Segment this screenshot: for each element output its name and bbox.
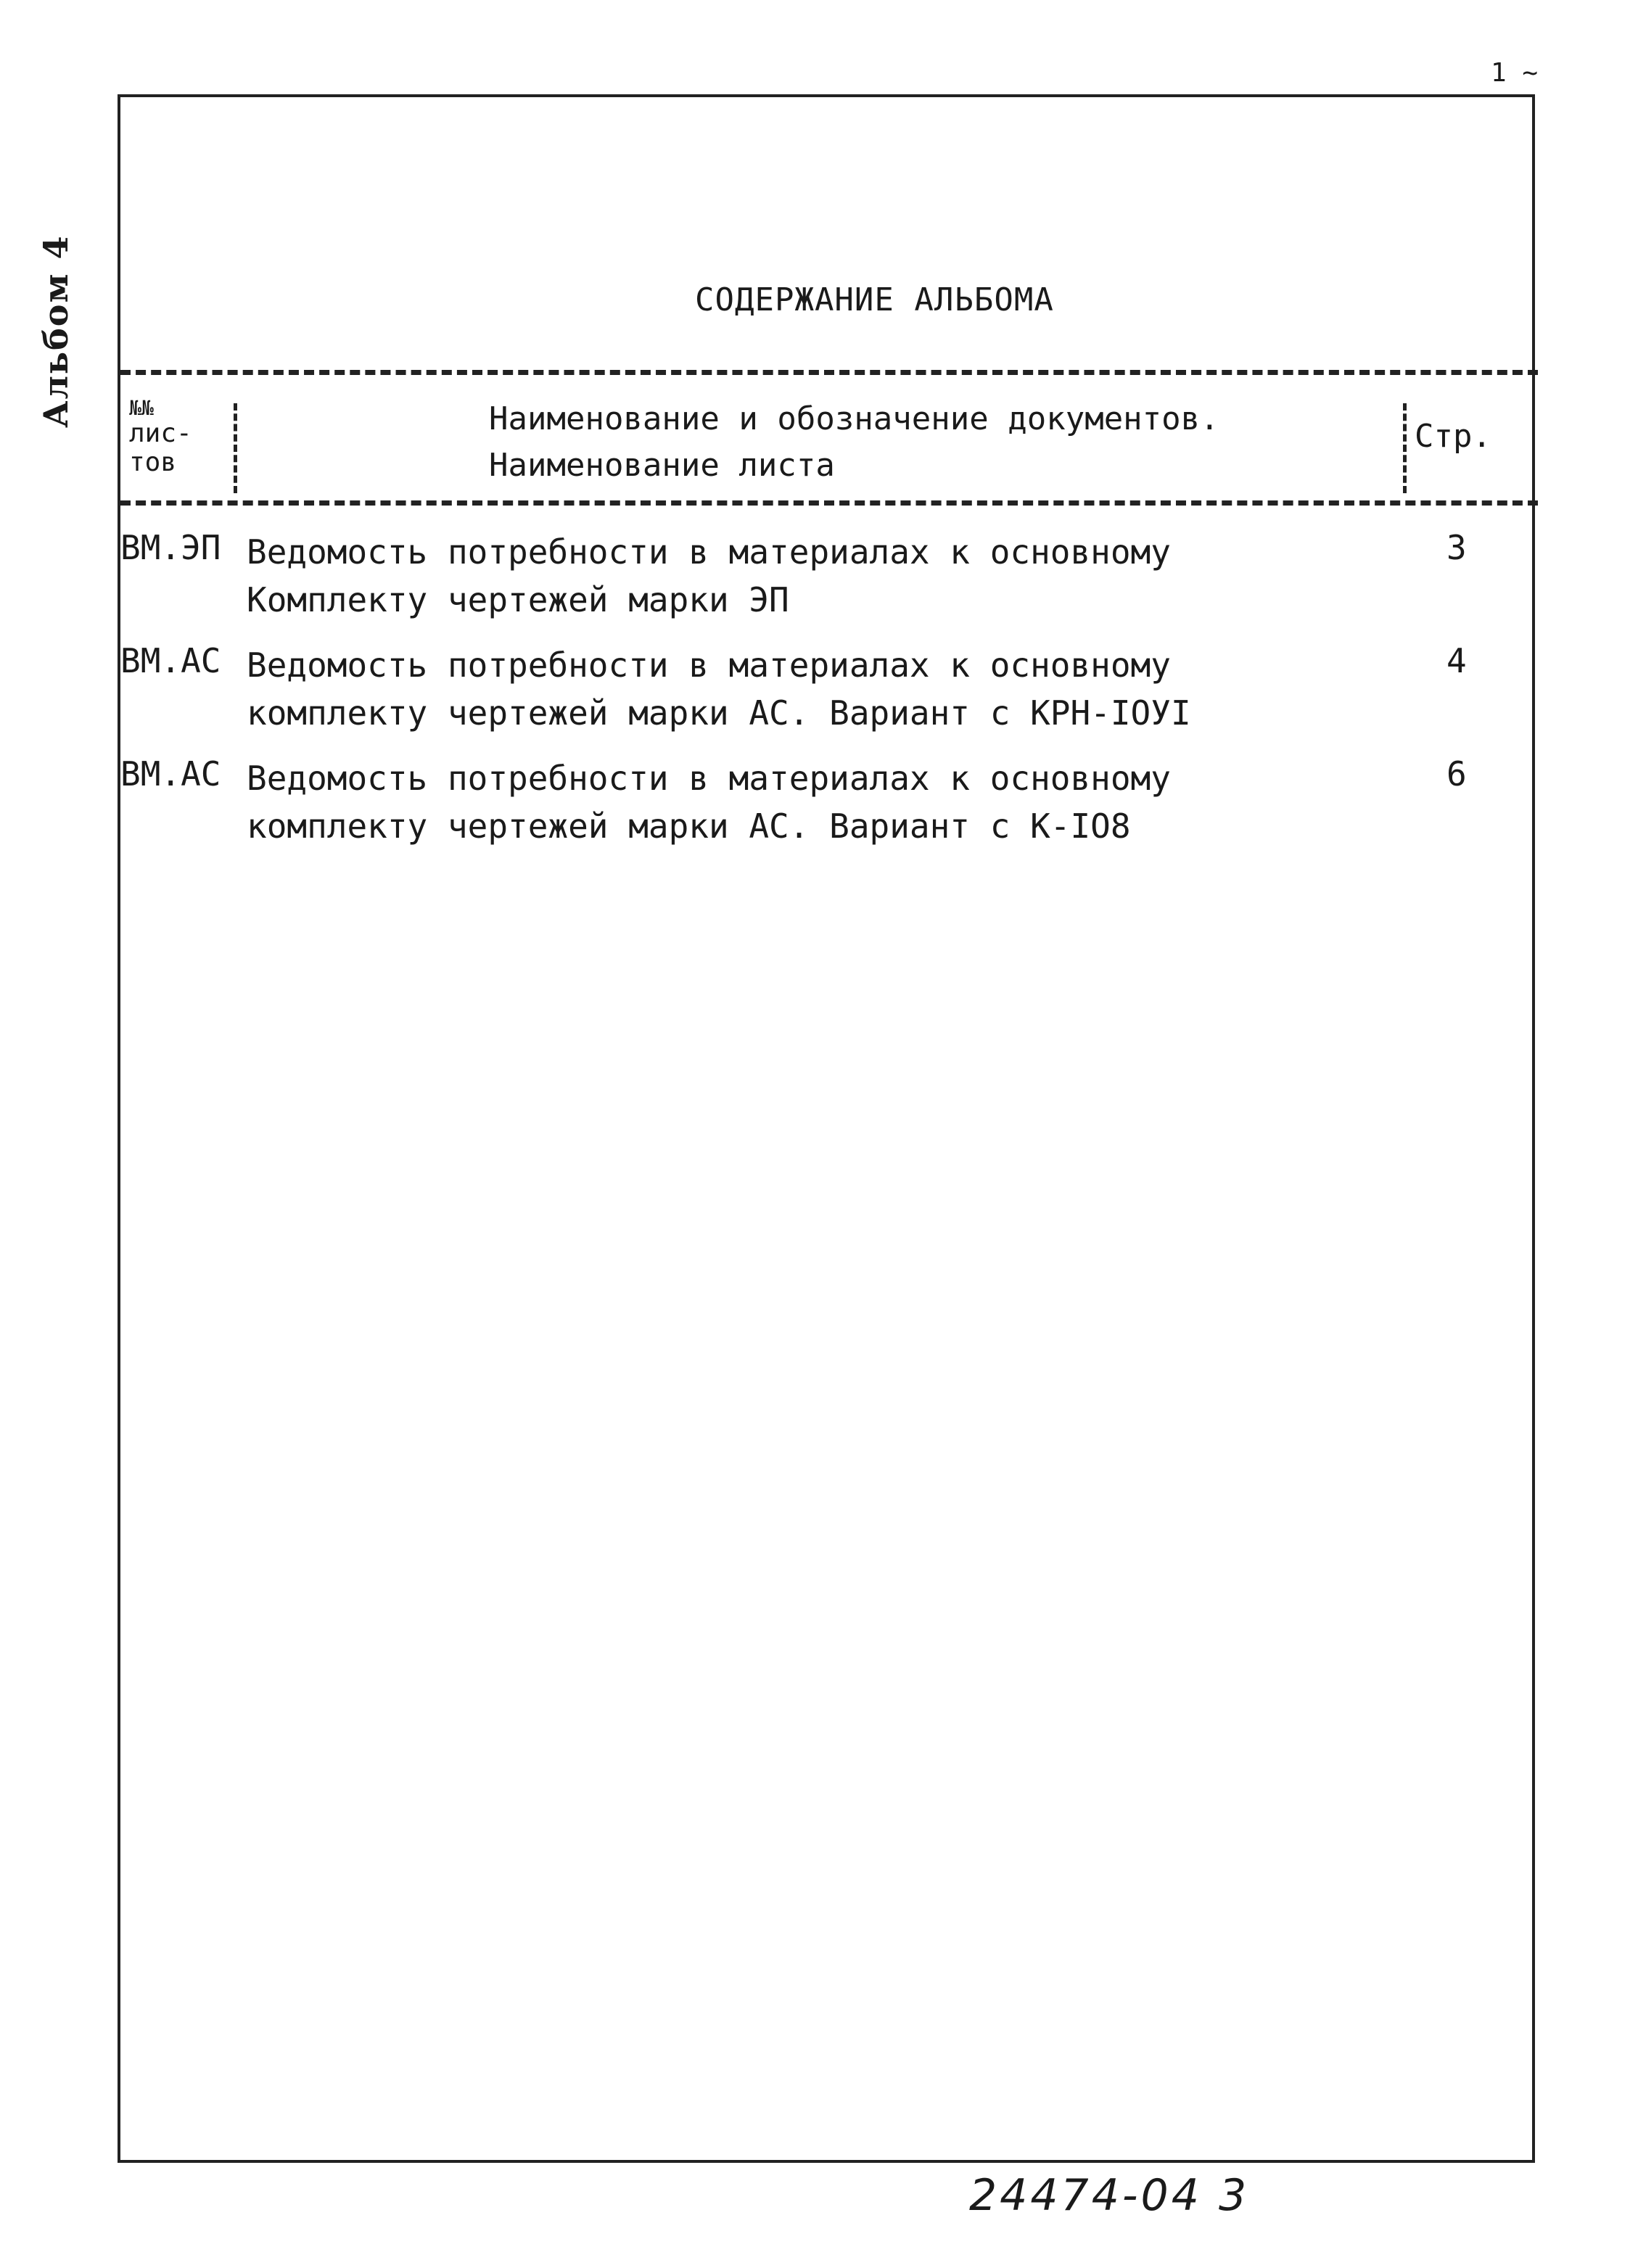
header-col-number-line3: тов: [129, 448, 177, 477]
row-name-line1: Ведомость потребности в материалах к основному: [247, 532, 1171, 572]
header-col-name-line1: Наименование и обозначение документов.: [489, 400, 1219, 437]
header-col-page: Стр.: [1415, 418, 1491, 455]
row-name-line2: комплекту чертежей марки АС. Вариант с КРН-IОУI: [247, 693, 1191, 733]
row-page: 6: [1446, 754, 1467, 793]
header-col-number: [129, 397, 192, 477]
header-top-rule: [120, 370, 1538, 375]
document-number: 24474-04 3: [969, 2170, 1250, 2221]
album-side-label: Альбом 4: [36, 234, 75, 428]
header-separator-right: [1403, 403, 1407, 493]
page-corner-mark: 1 ~: [1491, 58, 1539, 88]
row-code: ВМ.ЭП: [120, 528, 221, 567]
row-name-line2: Комплекту чертежей марки ЭП: [247, 580, 789, 619]
row-name-line1: Ведомость потребности в материалах к основному: [247, 759, 1171, 798]
header-col-number-line1: №№: [129, 396, 154, 420]
row-code: ВМ.АС: [120, 754, 221, 793]
row-name-line2: комплекту чертежей марки АС. Вариант с К-IО8: [247, 807, 1131, 846]
header-col-name-line2: Наименование листа: [489, 447, 835, 484]
row-code: ВМ.АС: [120, 641, 221, 680]
page-title: СОДЕРЖАНИЕ АЛЬБОМА: [695, 281, 1054, 318]
header-bottom-rule: [120, 500, 1538, 506]
row-name-line1: Ведомость потребности в материалах к основному: [247, 646, 1171, 685]
header-col-number-line2: лис-: [129, 418, 192, 448]
row-page: 3: [1446, 528, 1467, 567]
row-page: 4: [1446, 641, 1467, 680]
header-separator-left: [234, 403, 237, 493]
